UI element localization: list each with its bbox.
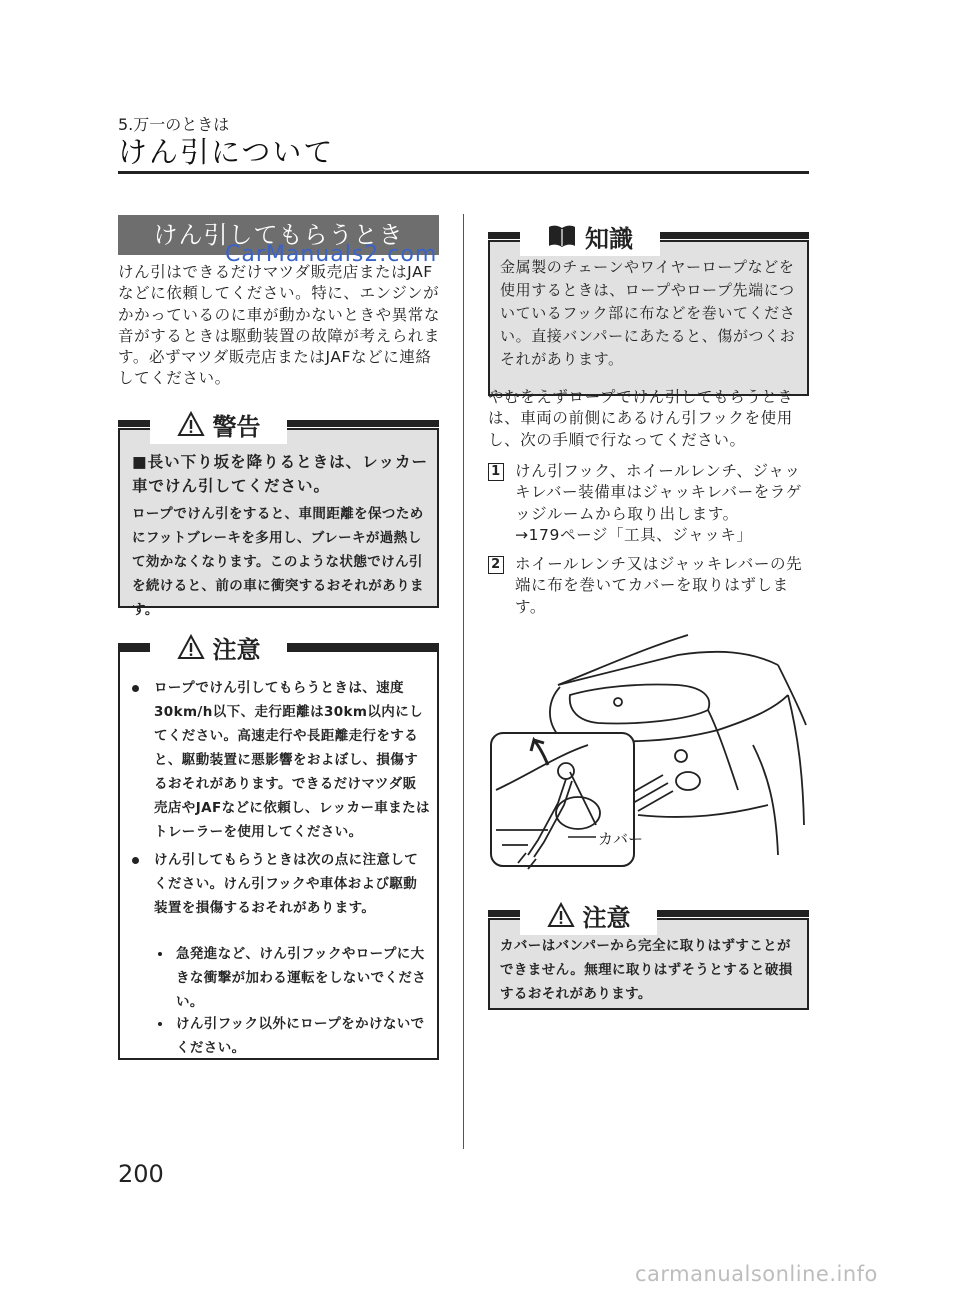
warning-triangle-icon	[177, 411, 205, 437]
knowledge-bar-right	[660, 232, 809, 239]
illustration-label: カバー	[598, 830, 644, 848]
warning-title: ■長い下り坂を降りるときは、レッカー車でけん引してください。	[132, 453, 428, 495]
caution-2-text: カバーはバンパーから完全に取りはずすことができません。無理に取りはずそうとすると破損するおそれがあります。	[500, 938, 793, 1002]
step-1	[488, 461, 810, 546]
warning-bar-left	[118, 420, 150, 427]
caution-subitem	[154, 942, 428, 1014]
warning-bar-right	[287, 420, 439, 427]
page-reference: →179ページ「工具、ジャッキ」	[515, 525, 753, 544]
bullet-icon	[158, 952, 162, 956]
caution2-bar-right	[657, 910, 809, 917]
warning-box	[118, 428, 439, 618]
watermark: CarManuals2.com	[225, 242, 438, 267]
caution-box	[118, 650, 439, 1060]
warning-header	[150, 404, 287, 444]
caution-bar-left	[118, 643, 150, 650]
warning-triangle-icon	[177, 634, 205, 660]
step-text: けん引フック、ホイールレンチ、ジャッキレバー装備車はジャッキレバーをラゲッジルームから取り出します。	[515, 462, 803, 523]
caution-subitem	[154, 1012, 428, 1060]
warning-label: 警告	[212, 412, 261, 441]
caution-item-text: けん引してもらうときは次の点に注意してください。けん引フックや車体および駆動装置を損傷するおそれがあります。	[154, 852, 419, 916]
knowledge-header	[520, 216, 660, 256]
caution-label: 注意	[212, 635, 261, 664]
caution-header	[150, 627, 287, 667]
bullet-icon	[158, 1022, 162, 1026]
column-divider	[463, 214, 464, 1149]
warning-body: ロープでけん引をすると、車間距離を保つためにフットブレーキを多用し、ブレーキが過熱して効かなくなります。このような状態でけん引を続けると、前の車に衝突するおそれがあります。	[132, 506, 424, 618]
step-text: ホイールレンチ又はジャッキレバーの先端に布を巻いてカバーを取りはずします。	[515, 555, 803, 616]
title-rule	[118, 171, 809, 174]
step-2	[488, 554, 810, 618]
step-number: 2	[488, 556, 504, 574]
section-banner: けん引してもらうとき	[118, 215, 439, 255]
page-number: 200	[118, 1160, 164, 1188]
warning-triangle-icon	[547, 902, 575, 928]
book-icon	[547, 224, 577, 248]
bullet-icon	[132, 857, 139, 864]
knowledge-text: 金属製のチェーンやワイヤーロープなどを使用するときは、ロープやロープ先端についているフック部に布などを巻いてください。直接バンパーにあたると、傷がつくおそれがあります。	[500, 258, 796, 368]
caution-subitem-text: けん引フック以外にロープをかけないでください。	[176, 1016, 425, 1056]
knowledge-label: 知識	[585, 224, 633, 253]
footer-watermark: carmanualsonline.info	[635, 1262, 878, 1286]
page-title: けん引について	[118, 135, 335, 169]
caution-item-text: ロープでけん引してもらうときは、速度30km/h以下、走行距離は30km以内にしてください。高速走行や長距離走行をすると、駆動装置に悪影響をおよぼし、損傷するおそれがあります。できるだけマツダ販売店やJAFなどに依頼し、レッカー車またはトレーラーを使用してください。	[154, 680, 430, 840]
car-front-illustration	[488, 625, 810, 870]
intro-paragraph: けん引はできるだけマツダ販売店またはJAFなどに依頼してください。特に、エンジンがかかっているのに車が動かないときや異常な音がするときは駆動装置の故障が考えられます。必ずマツダ販売店またはJAFなどに連絡してください。	[118, 263, 441, 388]
car-drawing	[488, 625, 810, 870]
caution-2-header	[520, 895, 657, 935]
section-label: 5.万一のときは	[118, 115, 230, 134]
caution-item	[132, 676, 430, 844]
procedure-intro: やむをえずロープでけん引してもらうときは、車両の前側にあるけん引フックを使用し、次の手順で行なってください。	[488, 388, 794, 449]
knowledge-bar-left	[488, 232, 520, 239]
caution2-bar-left	[488, 910, 520, 917]
caution-2-label: 注意	[582, 903, 631, 932]
caution-bar-right	[287, 643, 439, 650]
bullet-icon	[132, 685, 139, 692]
knowledge-box	[488, 240, 809, 396]
step-number: 1	[488, 463, 504, 481]
caution-subitem-text: 急発進など、けん引フックやロープに大きな衝撃が加わる運転をしないでください。	[176, 946, 427, 1010]
caution-item	[132, 848, 430, 920]
